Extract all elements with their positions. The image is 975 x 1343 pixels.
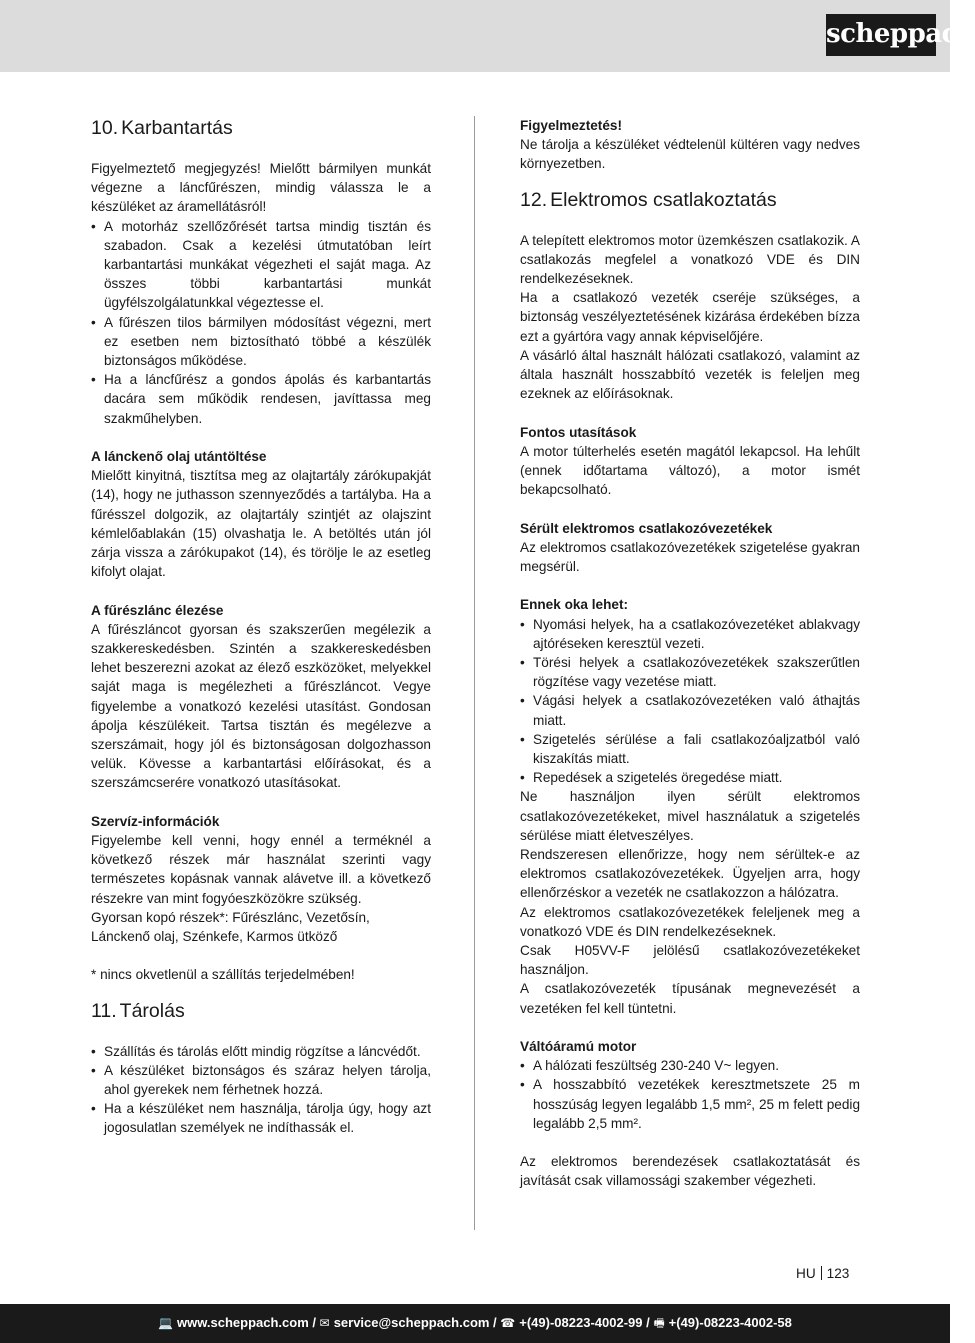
oil-refill-heading: A lánckenő olaj utántöltése xyxy=(91,449,267,465)
left-column xyxy=(91,116,431,1138)
column-divider xyxy=(474,116,475,1230)
page-footer xyxy=(0,1304,950,1343)
chain-sharpening-heading: A fűrészlánc élezése xyxy=(91,602,224,618)
list-item: • Ha a láncfűrész a gondos ápolás és karbantartás dacára sem működik rendesen, javíttassa meg szakműhelyben. xyxy=(91,372,431,426)
warning-heading: Figyelmeztetés! xyxy=(520,118,622,133)
section-title-storage: 11. Tárolás xyxy=(91,999,185,1022)
page-number: HU 123 xyxy=(796,1266,850,1281)
section-title-maintenance: 10. Karbantartás xyxy=(91,117,233,139)
electrical-p2: Ha a csatlakozó vezeték cseréje szükséges, a biztonság veszélyeztetésének kizárása érdekében bízza ezt a gyártóra vagy annak képviselőjére. xyxy=(520,290,860,344)
maintenance-intro: Figyelmeztető megjegyzés! Mielőtt bármilyen munkát végezne a láncfűrészen, mindig válassza le a készüléket az áramellátásról! xyxy=(91,161,431,215)
list-item: • Ha a készüléket nem használja, tárolja úgy, hogy azt jogosulatlan személyek ne indíthassák el. xyxy=(91,1101,431,1136)
list-item: • Szállítás és tárolás előtt mindig rögzítse a láncvédőt. xyxy=(91,1043,421,1059)
footer-email[interactable]: service@scheppach.com / xyxy=(333,1315,497,1330)
list-item: • A motorház szellőzőrését tartsa mindig tisztán és szabadon. Csak a kezelési útmutatóban leírt karbantartási munkákat végezheti el saját maga. Az összes többi karbantartási munkát ügyfélszolgálatunkkal végeztesse el. xyxy=(91,218,431,311)
damaged-cables-heading: Sérült elektromos csatlakozóvezetékek xyxy=(520,520,773,536)
mail-icon: ✉ xyxy=(319,1316,330,1330)
list-item: • Repedések a szigetelés öregedése miatt. xyxy=(520,770,783,786)
footer-web[interactable]: www.scheppach.com / xyxy=(177,1315,316,1330)
list-item: • A készüléket biztonságos és száraz helyen tárolja, ahol gyerekek nem férhetnek hozzá. xyxy=(91,1062,431,1098)
footer-fax: +(49)-08223-4002-58 xyxy=(668,1315,792,1330)
causes-p1: Ne használjon ilyen sérült elektromos csatlakozóvezetékeket, mivel használatuk a szigetelés sérülése miatt életveszélyes. xyxy=(520,789,860,843)
list-item: • Nyomási helyek, ha a csatlakozóvezetéket ablakvagy ajtóréseken keresztül vezeti. xyxy=(520,616,860,651)
right-column xyxy=(520,116,860,1191)
warning-text: Ne tárolja a készüléket védtelenül kültéren vagy nedves környezetben. xyxy=(520,137,860,172)
storage-list xyxy=(91,1042,431,1138)
section-title-electrical: 12. Elektromos csatlakoztatás xyxy=(520,188,777,211)
ac-motor-heading: Váltóáramú motor xyxy=(520,1039,637,1055)
computer-icon: 💻 xyxy=(158,1316,174,1330)
causes-p3: Az elektromos csatlakozóvezetékek feleljenek meg a vonatkozó VDE és DIN rendelkezéseknek. xyxy=(520,904,860,939)
footer-phone: +(49)-08223-4002-99 / xyxy=(519,1315,650,1330)
electrical-p1: A telepített elektromos motor üzemkészen csatlakozik. A csatlakozás megfelel a vonatkozó VDE és DIN rendelkezéseknek. xyxy=(520,232,860,287)
list-item: • Szigetelés sérülése a fali csatlakozóaljzatból való kiszakítás miatt. xyxy=(520,731,860,767)
fax-icon: 🖷 xyxy=(653,1316,665,1330)
important-text: A motor túlterhelés esetén magától lekapcsol. Ha lehűlt (ennek időtartama változó), a motor ismét bekapcsolható. xyxy=(520,443,860,498)
service-info-text: Figyelembe kell venni, hogy ennél a terméknél a következő részek már használat szerinti vagy természetes kopásnak vannak alávetve ill. a következő részekre van mint fogyóeszközökre szükség. xyxy=(91,833,431,906)
ac-motor-list xyxy=(520,1056,860,1133)
causes-p5: A csatlakozóvezeték típusának megnevezését a vezetéken fel kell tüntetni. xyxy=(520,981,860,1016)
maintenance-list xyxy=(91,217,431,428)
list-item: • Vágási helyek a csatlakozóvezetéken való áthajtás miatt. xyxy=(520,693,860,728)
delivery-note: * nincs okvetlenül a szállítás terjedelmében! xyxy=(91,967,355,983)
chain-sharpening-text: A fűrészláncot gyorsan és szakszerűen megélezik a szakkereskedésben. Szintén a szakkereskedésben lehet beszerezni azokat az élező eszközöket, melyekkel saját maga is megélezheti a fűrészláncot. Vegye figyelembe a vonatkozó kezelési utasítást. Gondosan ápolja készülékeit. Tartsa tisztán és megélezve a szerszámait, hogy jól és biztonságosan dolgozhasson velük. Kövesse a karbantartási előírásokat, és a szerszámcserére vonatkozó utasításokat. xyxy=(91,621,431,791)
damaged-cables-text: Az elektromos csatlakozóvezetékek szigetelése gyakran megsérül. xyxy=(520,539,860,575)
causes-heading: Ennek oka lehet: xyxy=(520,597,629,613)
electrical-p3: A vásárló által használt hálózati csatlakozó, valamint az általa használt hosszabbító vezeték is feleljen meg ezeknek az előírásoknak. xyxy=(520,347,860,402)
list-item: • Törési helyek a csatlakozóvezetékek szakszerűtlen rögzítése vagy vezetése miatt. xyxy=(520,655,860,690)
phone-icon: ☎ xyxy=(500,1316,516,1330)
important-heading: Fontos utasítások xyxy=(520,424,637,440)
list-item: • A hálózati feszültség 230-240 V~ legyen. xyxy=(520,1058,779,1074)
causes-p2: Rendszeresen ellenőrizze, hogy nem sérültek-e az elektromos csatlakozóvezetékek. Ügyeljen arra, hogy ellenőrzéskor a vezeték ne csatlakozzon a hálózatra. xyxy=(520,847,860,901)
scheppach-logo: scheppach xyxy=(826,14,936,56)
ac-motor-final: Az elektromos berendezések csatlakoztatását és javítását csak villamossági szakember végezheti. xyxy=(520,1154,860,1189)
service-info-heading: Szervíz-információk xyxy=(91,813,220,829)
oil-refill-text: Mielőtt kinyitná, tisztítsa meg az olajtartály zárókupakját (14), hogy ne juthasson szennyeződés a tartályba. Ha a fűrésszel dolgozik, az olajtartály szintjét az olajszint kémlelőablakán (15) olvashatja le. A betöltés után jól zárja vissza a zárókupakot (14), és törölje le az esetleg kifolyt olajat. xyxy=(91,468,431,580)
wear-parts-text: Gyorsan kopó részek*: Fűrészlánc, Vezetősín, Lánckenő olaj, Szénkefe, Karmos ütköző xyxy=(91,909,370,945)
list-item: • A hosszabbító vezetékek keresztmetszete 25 m hosszúság legyen legalább 1,5 mm², 25 m felett pedig legalább 2,5 mm². xyxy=(520,1077,860,1131)
list-item: • A fűrészen tilos bármilyen módosítást végezni, mert ez esetben nem biztosítható többé a készülék biztonságos működése. xyxy=(91,314,431,369)
causes-p4: Csak H05VV-F jelölésű csatlakozóvezetékeket használjon. xyxy=(520,943,860,978)
page-header xyxy=(0,0,975,72)
causes-list xyxy=(520,615,860,788)
